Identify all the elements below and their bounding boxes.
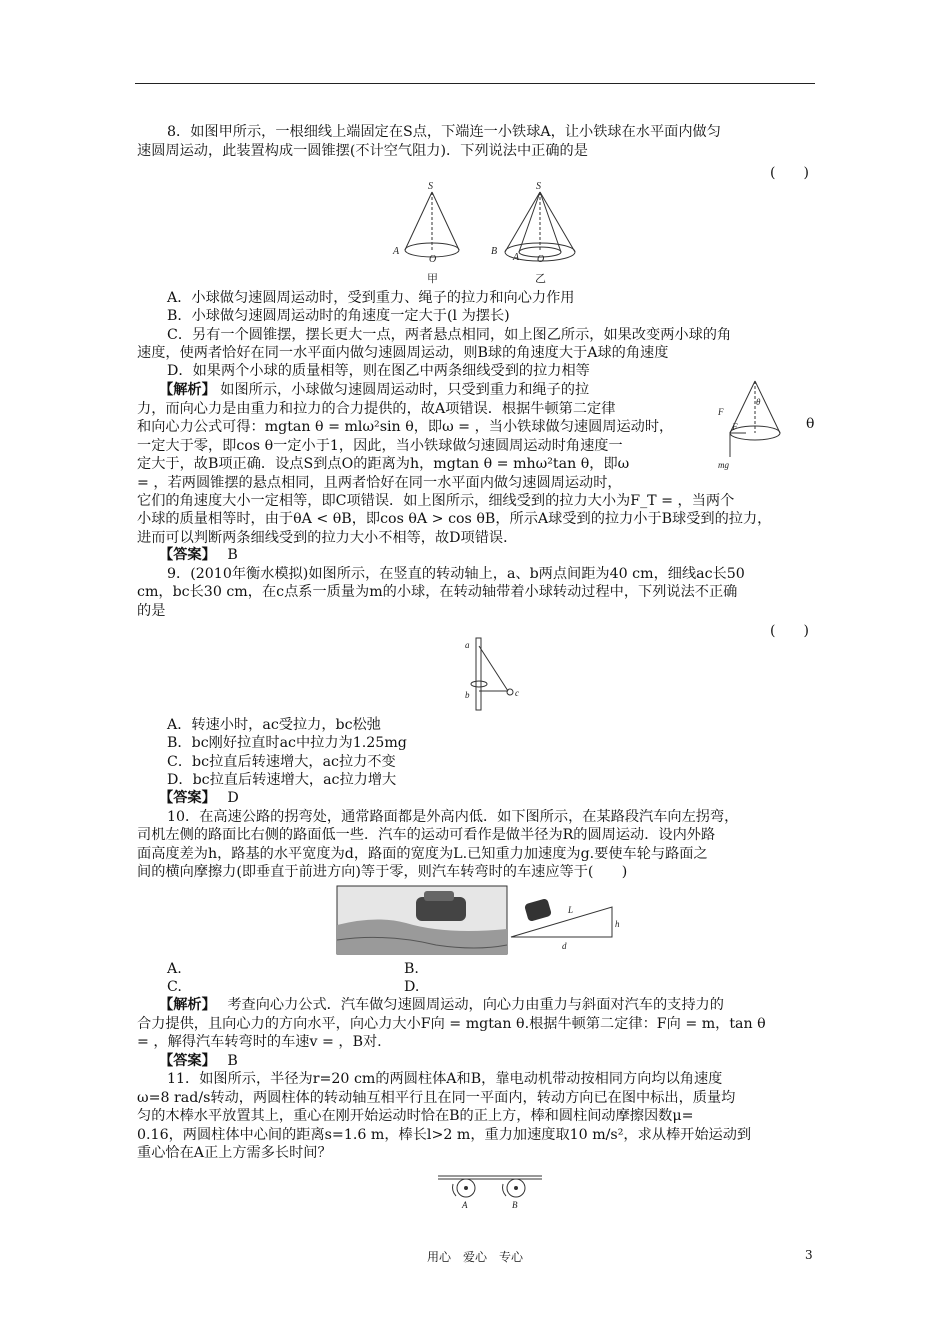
q8-line: 速圆周运动，此装置构成一圆锥摆(不计空气阻力)．下列说法中正确的是 bbox=[137, 143, 588, 159]
analysis-text: 考查向心力公式．汽车做匀速圆周运动，向心力由重力与斜面对汽车的支持力的 bbox=[227, 997, 724, 1013]
analysis-line: 小球的质量相等时，由于θA < θB，即cos θA > cos θB，所示A球受到的拉力小于B球受到的拉力， bbox=[137, 511, 772, 527]
analysis-line: 进而可以判断两条细线受到的拉力大小不相等，故D项错误． bbox=[137, 530, 518, 546]
analysis-line: 和向心力公式可得：mgtan θ = mlω²sin θ，即ω = ，当小铁球做匀速圆周运动时， bbox=[137, 419, 674, 435]
q9-line: cm，bc长30 cm，在c点系一质量为m的小球，在转动轴带着小球转动过程中，下列说法不正确 bbox=[137, 584, 738, 600]
analysis-line: 力，而向心力是由重力和拉力的合力提供的，故A项错误．根据牛顿第二定律 bbox=[137, 401, 616, 417]
answer-bracket: ( ) bbox=[770, 165, 809, 181]
q8-answer bbox=[137, 546, 839, 565]
rollers-figure bbox=[436, 1170, 546, 1212]
answer-label: 【答案】 bbox=[159, 547, 209, 563]
q8-option-c: 速度，使两者恰好在同一水平面内做匀速圆周运动，则B球的角速度大于A球的角速度 bbox=[137, 345, 669, 361]
svg-text:A: A bbox=[462, 1200, 468, 1210]
svg-text:h: h bbox=[615, 919, 620, 929]
analysis-label: 【解析】 bbox=[159, 997, 209, 1013]
banked-road-figure bbox=[336, 885, 618, 957]
q10-line: 10．在高速公路的拐弯处，通常路面都是外高内低．如下图所示，在某路段汽车向左拐弯， bbox=[167, 809, 739, 825]
answer-bracket: ( ) bbox=[770, 623, 809, 639]
page-footer: 用心 爱心 专心 bbox=[426, 1250, 523, 1264]
analysis-line: 定大于，故B项正确．设点S到点O的距离为h，mgtan θ = mhω²tan θ，即ω bbox=[137, 456, 630, 472]
q11-line: 匀的木棒水平放置其上，重心在刚开始运动时恰在B的正上方，棒和圆柱间动摩擦因数μ= bbox=[137, 1108, 694, 1124]
svg-text:B: B bbox=[491, 246, 498, 257]
svg-text:O: O bbox=[537, 254, 545, 265]
svg-text:b: b bbox=[465, 690, 470, 700]
analysis-label: 【解析】 bbox=[159, 382, 216, 398]
analysis-line: 它们的角速度大小一定相等，即C项错误．如上图所示，细线受到的拉力大小为F_T = ，当两个 bbox=[137, 493, 735, 509]
q8-option-d: D．如果两个小球的质量相等，则在图乙中两条细线受到的拉力相等 bbox=[167, 363, 590, 379]
q9-line: 9．(2010年衡水模拟)如图所示，在竖直的转动轴上，a、b两点间距为40 cm，细线ac长50 bbox=[167, 566, 745, 582]
figure-label-yi: 乙 bbox=[535, 272, 546, 285]
svg-text:mg: mg bbox=[718, 460, 729, 470]
svg-text:S: S bbox=[428, 181, 433, 192]
q11-line: 0.16，两圆柱体中心间的距离s=1.6 m，棒长l>2 m，重力加速度取10 m/s²，求从棒开始运动到 bbox=[137, 1127, 752, 1143]
svg-text:F: F bbox=[732, 422, 738, 432]
q8-line: 8．如图甲所示，一根细线上端固定在S点，下端连一小铁球A，让小铁球在水平面内做匀 bbox=[167, 124, 721, 140]
q8-option-a: A．小球做匀速圆周运动时，受到重力、绳子的拉力和向心力作用 bbox=[167, 290, 575, 306]
analysis-line: 一定大于零，即cos θ一定小于1，因此，当小铁球做匀速圆周运动时角速度一 bbox=[137, 438, 623, 454]
answer-value: B bbox=[227, 1053, 238, 1069]
page-number: 3 bbox=[805, 1248, 813, 1262]
svg-text:A: A bbox=[393, 246, 400, 257]
q10-option-a: A. bbox=[167, 961, 182, 977]
svg-text:O: O bbox=[429, 254, 437, 265]
q8-option-b: B．小球做匀速圆周运动时的角速度一定大于(l 为摆长) bbox=[167, 308, 510, 324]
answer-label: 【答案】 bbox=[159, 1053, 209, 1069]
svg-text:a: a bbox=[465, 640, 470, 650]
svg-text:d: d bbox=[562, 941, 567, 951]
analysis-line: = ，若两圆锥摆的悬点相同，且两者恰好在同一水平面内做匀速圆周运动时， bbox=[137, 475, 622, 491]
q11-line: 11．如图所示，半径为r=20 cm的两圆柱体A和B，靠电动机带动按相同方向均以角速度 bbox=[167, 1071, 723, 1087]
conical-pendulum-figure bbox=[385, 180, 615, 288]
analysis-line: = ，解得汽车转弯时的车速v = ，B对. bbox=[137, 1034, 382, 1050]
rotating-axis-figure bbox=[460, 636, 530, 712]
q10-option-c: C. bbox=[167, 979, 182, 995]
q10-line: 司机左侧的路面比右侧的路面低一些．汽车的运动可看作是做半径为R的圆周运动．设内外路 bbox=[137, 827, 716, 843]
q10-option-b: B. bbox=[404, 961, 419, 977]
q10-analysis bbox=[137, 996, 839, 1015]
q9-option-a: A．转速小时，ac受拉力，bc松弛 bbox=[167, 717, 381, 733]
svg-text:L: L bbox=[568, 905, 574, 915]
answer-label: 【答案】 bbox=[159, 790, 209, 806]
svg-text:F: F bbox=[718, 407, 724, 417]
answer-value: D bbox=[227, 790, 239, 806]
svg-text:S: S bbox=[536, 181, 541, 192]
force-diagram-figure bbox=[710, 375, 790, 475]
q9-option-d: D．bc拉直后转速增大，ac拉力增大 bbox=[167, 772, 397, 788]
q9-option-c: C．bc拉直后转速增大，ac拉力不变 bbox=[167, 754, 396, 770]
analysis-line: 合力提供，且向心力的方向水平，向心力大小F向 = mgtan θ.根据牛顿第二定律：F向 = m，tan θ bbox=[137, 1016, 766, 1032]
q9-line: 的是 bbox=[137, 603, 166, 619]
q10-answer bbox=[137, 1052, 839, 1071]
svg-text:θ: θ bbox=[756, 397, 761, 407]
figure-label-jia: 甲 bbox=[427, 272, 438, 285]
theta-label: θ bbox=[806, 416, 815, 432]
svg-text:B: B bbox=[512, 1200, 518, 1210]
svg-text:c: c bbox=[515, 688, 519, 698]
q10-option-d: D. bbox=[404, 979, 420, 995]
q9-answer bbox=[137, 789, 839, 808]
answer-value: B bbox=[227, 547, 238, 563]
q10-line: 间的横向摩擦力(即垂直于前进方向)等于零，则汽车转弯时的车速应等于( ) bbox=[137, 864, 628, 880]
q10-line: 面高度差为h，路基的水平宽度为d，路面的宽度为L.已知重力加速度为g.要使车轮与路面之 bbox=[137, 846, 708, 862]
q11-line: 重心恰在A正上方需多长时间？ bbox=[137, 1145, 332, 1161]
q9-option-b: B．bc刚好拉直时ac中拉力为1.25mg bbox=[167, 735, 407, 751]
header-rule bbox=[135, 83, 815, 84]
q11-line: ω=8 rad/s转动，两圆柱体的转动轴互相平行且在同一平面内，转动方向已在图中标出，质量均 bbox=[137, 1090, 736, 1106]
svg-text:A: A bbox=[513, 252, 520, 263]
analysis-text: 如图所示，小球做匀速圆周运动时，只受到重力和绳子的拉 bbox=[220, 382, 590, 398]
q8-option-c: C．另有一个圆锥摆，摆长更大一点，两者悬点相同，如上图乙所示，如果改变两小球的角 bbox=[167, 327, 732, 343]
